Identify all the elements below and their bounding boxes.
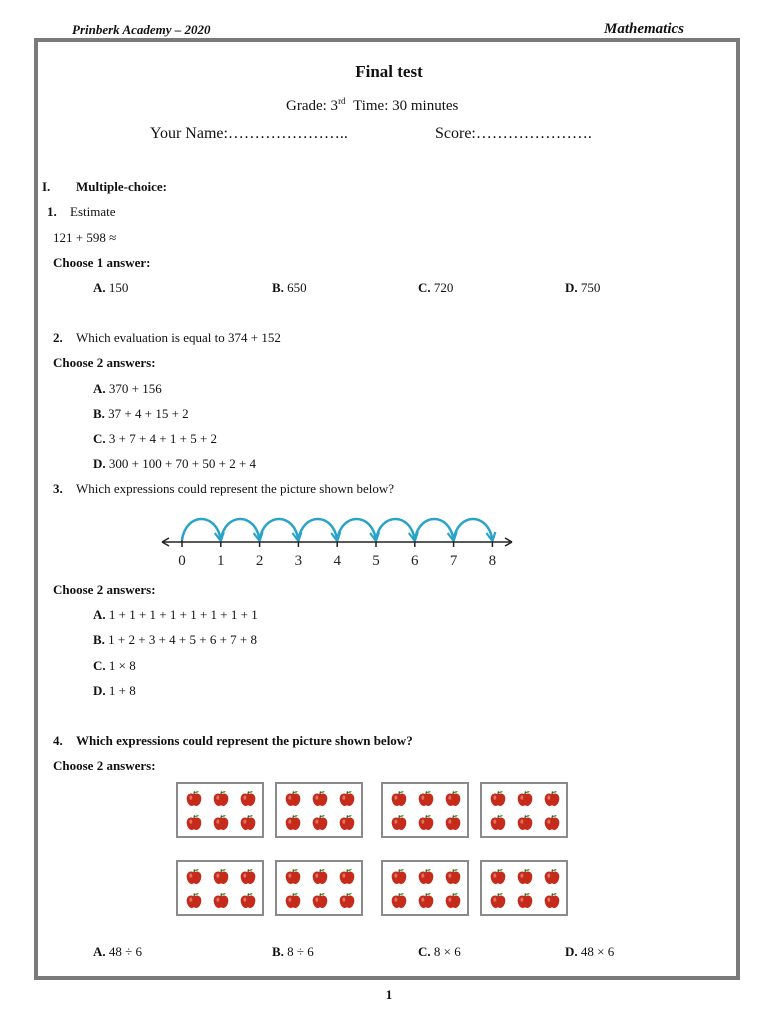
option-letter: A. [93, 381, 106, 396]
option-text: 1 + 8 [108, 683, 136, 698]
apple-group-box [480, 860, 568, 916]
apple-icon [185, 790, 203, 808]
option-text: 48 ÷ 6 [108, 944, 143, 959]
option-text: 1 + 1 + 1 + 1 + 1 + 1 + 1 + 1 [108, 607, 258, 622]
q1-option-a[interactable] [93, 280, 128, 296]
tick-label: 5 [372, 553, 380, 569]
apple-icon [212, 892, 230, 910]
option-letter: B. [272, 944, 284, 959]
option-text: 750 [580, 280, 601, 295]
option-letter: C. [93, 658, 106, 673]
option-letter: D. [93, 456, 106, 471]
q4-option-c[interactable] [418, 944, 461, 960]
tick-label: 3 [294, 553, 303, 569]
q4-option-b[interactable] [272, 944, 314, 960]
jump-arc [415, 519, 454, 540]
page-number: 1 [385, 987, 393, 1002]
jump-arc [298, 519, 337, 540]
option-text: 8 × 6 [433, 944, 461, 959]
q1-option-c[interactable] [418, 280, 453, 296]
name-field: Your Name:………………….. [150, 125, 348, 142]
q4-number: 4. [53, 733, 63, 748]
q2-option-d[interactable] [93, 456, 256, 472]
apple-icon [239, 868, 257, 886]
option-text: 48 × 6 [580, 944, 615, 959]
apple-icon [239, 892, 257, 910]
apple-icon [543, 790, 561, 808]
option-text: 37 + 4 + 15 + 2 [108, 406, 189, 421]
q3-option-d[interactable] [93, 683, 136, 699]
q1-number: 1. [47, 204, 57, 219]
option-letter: A. [93, 607, 106, 622]
apple-icon [212, 814, 230, 832]
jump-arc [221, 519, 260, 540]
apple-icon [390, 790, 408, 808]
apple-group-box [275, 860, 363, 916]
apple-icon [239, 790, 257, 808]
q1-choose: Choose 1 answer: [53, 255, 151, 270]
apple-icon [417, 892, 435, 910]
q3-option-b[interactable] [93, 632, 257, 648]
apple-icon [444, 790, 462, 808]
option-letter: C. [418, 944, 431, 959]
q3-choose: Choose 2 answers: [53, 582, 156, 597]
option-text: 8 ÷ 6 [287, 944, 314, 959]
apple-icon [338, 868, 356, 886]
option-text: 300 + 100 + 70 + 50 + 2 + 4 [108, 456, 257, 471]
apple-icon [417, 868, 435, 886]
apple-icon [489, 868, 507, 886]
apple-group-box [381, 860, 469, 916]
tick-label: 0 [178, 553, 186, 569]
option-letter: B. [272, 280, 284, 295]
time-label: Time: 30 minutes [353, 98, 459, 114]
apple-icon [417, 790, 435, 808]
subject-header: Mathematics [604, 21, 685, 37]
jump-arc [376, 519, 415, 540]
apple-icon [543, 814, 561, 832]
jump-arc [337, 519, 376, 540]
q4-choose: Choose 2 answers: [53, 758, 156, 773]
apple-icon [489, 814, 507, 832]
apple-icon [338, 790, 356, 808]
apple-icon [417, 814, 435, 832]
apple-icon [284, 892, 302, 910]
apple-icon [338, 892, 356, 910]
tick-label: 2 [255, 553, 264, 569]
option-letter: B. [93, 632, 105, 647]
option-letter: D. [93, 683, 106, 698]
q1-option-d[interactable] [565, 280, 600, 296]
option-text: 150 [108, 280, 129, 295]
apple-group-box [381, 782, 469, 838]
score-field: Score:…………………. [435, 125, 592, 142]
option-letter: B. [93, 406, 105, 421]
apple-icon [516, 892, 534, 910]
apple-icon [444, 892, 462, 910]
apple-icon [239, 814, 257, 832]
option-letter: A. [93, 944, 106, 959]
apple-icon [390, 892, 408, 910]
q4-option-a[interactable] [93, 944, 142, 960]
apple-icon [444, 868, 462, 886]
option-letter: D. [565, 944, 578, 959]
apple-icon [311, 790, 329, 808]
q4-option-d[interactable] [565, 944, 614, 960]
q2-text: Which evaluation is equal to 374 + 152 [76, 330, 281, 345]
apple-icon [311, 868, 329, 886]
apple-icon [311, 892, 329, 910]
apple-group-box [480, 782, 568, 838]
apple-icon [516, 790, 534, 808]
jump-arc [182, 519, 221, 540]
q1-expression: 121 + 598 ≈ [53, 230, 117, 245]
apple-icon [543, 868, 561, 886]
page-title: Final test [355, 62, 423, 81]
option-letter: C. [93, 431, 106, 446]
apple-group-box [176, 860, 264, 916]
apple-group-box [176, 782, 264, 838]
option-text: 720 [433, 280, 454, 295]
q3-option-c[interactable] [93, 658, 136, 674]
option-text: 650 [287, 280, 307, 295]
section-title: Multiple-choice: [76, 179, 167, 194]
option-text: 3 + 7 + 4 + 1 + 5 + 2 [108, 431, 218, 446]
q2-option-c[interactable] [93, 431, 217, 447]
apple-icon [185, 868, 203, 886]
q4-text: Which expressions could represent the picture shown below? [76, 733, 413, 748]
apple-icon [185, 892, 203, 910]
option-letter: C. [418, 280, 431, 295]
number-line [150, 505, 530, 575]
apple-icon [390, 868, 408, 886]
apple-icon [311, 814, 329, 832]
tick-label: 7 [449, 553, 458, 569]
q1-text: Estimate [70, 204, 116, 219]
option-text: 1 + 2 + 3 + 4 + 5 + 6 + 7 + 8 [108, 632, 257, 647]
apple-icon [212, 790, 230, 808]
apple-icon [444, 814, 462, 832]
q1-option-b[interactable] [272, 280, 307, 296]
grade-suffix: rd [338, 96, 346, 106]
tick-label: 6 [411, 553, 419, 569]
apple-icon [489, 790, 507, 808]
q3-option-a[interactable] [93, 607, 258, 623]
apple-icon [185, 814, 203, 832]
option-text: 1 × 8 [108, 658, 136, 673]
q2-option-b[interactable] [93, 406, 189, 422]
q2-choose: Choose 2 answers: [53, 355, 156, 370]
apple-icon [284, 814, 302, 832]
jump-arc [260, 519, 299, 540]
q3-number: 3. [53, 481, 63, 496]
apple-group-box [275, 782, 363, 838]
apple-icon [390, 814, 408, 832]
tick-label: 8 [488, 553, 497, 569]
q2-option-a[interactable] [93, 381, 162, 397]
option-text: 370 + 156 [108, 381, 162, 396]
school-header: Prinberk Academy – 2020 [72, 22, 211, 37]
apple-icon [489, 892, 507, 910]
apple-icon [516, 814, 534, 832]
apple-icon [338, 814, 356, 832]
q3-text: Which expressions could represent the picture shown below? [76, 481, 395, 496]
apple-icon [543, 892, 561, 910]
tick-label: 1 [217, 553, 225, 569]
q2-number: 2. [53, 330, 63, 345]
option-letter: D. [565, 280, 578, 295]
jump-arc [454, 519, 493, 540]
tick-label: 4 [333, 553, 341, 569]
grade-line [286, 96, 458, 115]
apple-icon [212, 868, 230, 886]
grade-label: Grade: 3 [286, 98, 339, 114]
apple-icon [284, 868, 302, 886]
option-letter: A. [93, 280, 106, 295]
apple-icon [284, 790, 302, 808]
section-number: I. [42, 179, 51, 194]
apple-icon [516, 868, 534, 886]
